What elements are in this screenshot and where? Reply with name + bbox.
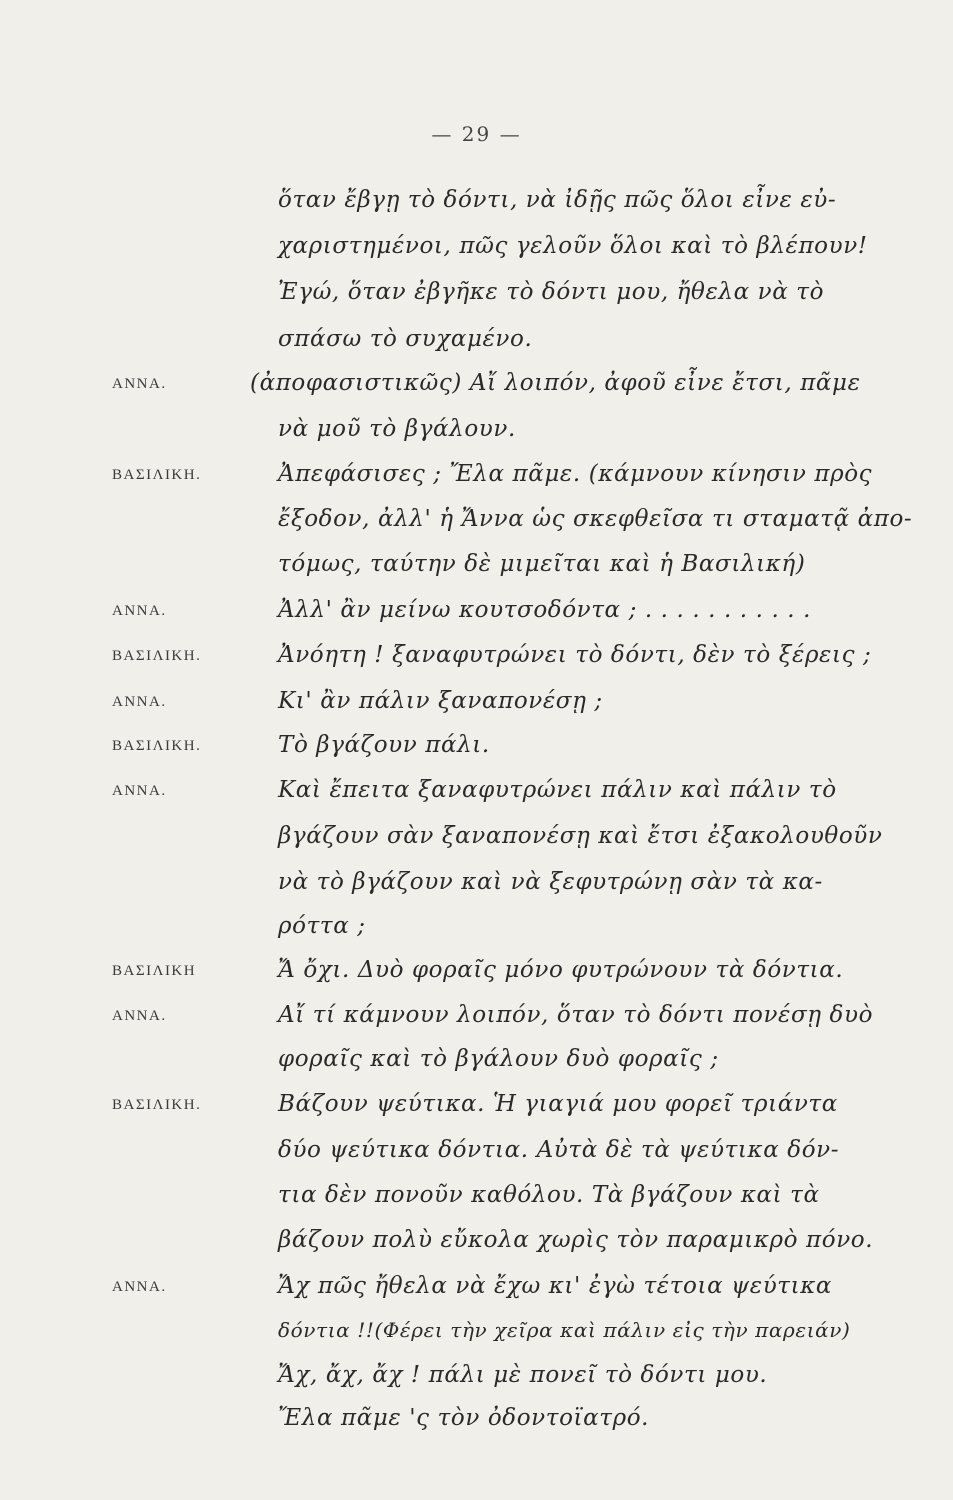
dialogue-line (0, 231, 953, 277)
dialogue-line (0, 1180, 953, 1226)
line-text: δόντια !!(Φέρει τὴν χεῖρα καὶ πάλιν εἰς τὴν παρειάν) (278, 1318, 851, 1342)
line-text: ἔξοδον, ἀλλ' ἡ Ἄννα ὡς σκεφθεῖσα τι σταματᾷ ἀπο- (278, 506, 913, 532)
line-text: βγάζουν σὰν ξαναπονέσῃ καὶ ἔτσι ἐξακολουθοῦν (278, 823, 883, 849)
line-text: τια δὲν πονοῦν καθόλου. Τὰ βγάζουν καὶ τὰ (278, 1182, 820, 1208)
dialogue-line (0, 504, 953, 550)
line-text: Καὶ ἔπειτα ξαναφυτρώνει πάλιν καὶ πάλιν τὸ (278, 777, 837, 803)
speaker-name: ΑΝΝΑ. (112, 603, 167, 619)
speaker-name: ΑΝΝΑ. (112, 783, 167, 799)
speaker-name: ΒΑΣΙΛΙΚΗ. (112, 738, 202, 754)
dialogue-line (0, 1225, 953, 1271)
line-text: Ἀνόητη ! ξαναφυτρώνει τὸ δόντι, δὲν τὸ ξέρεις ; (278, 642, 872, 668)
line-text: Ἐγώ, ὅταν ἐβγῆκε τὸ δόντι μου, ἤθελα νὰ τὸ (278, 279, 825, 305)
line-text: Κι' ἂν πάλιν ξαναπονέσῃ ; (278, 688, 603, 714)
dialogue-line (0, 549, 953, 595)
speaker-name: ΑΝΝΑ. (112, 694, 167, 710)
dialogue-line (0, 595, 953, 641)
dialogue-line (0, 1315, 953, 1361)
dialogue-line (0, 277, 953, 323)
dialogue-line (0, 1044, 953, 1090)
line-text: Βάζουν ψεύτικα. Ἡ γιαγιά μου φορεῖ τριάντα (278, 1091, 838, 1117)
speaker-name: ΑΝΝΑ. (112, 1008, 167, 1024)
dialogue-line (0, 1403, 953, 1449)
speaker-name: ΒΑΣΙΛΙΚΗ (112, 963, 197, 979)
line-text: χαριστημένοι, πῶς γελοῦν ὅλοι καὶ τὸ βλέπουν! (278, 233, 868, 259)
dialogue-line (0, 414, 953, 460)
line-text: Ἔλα πᾶμε 'ς τὸν ὀδοντοϊατρό. (278, 1405, 650, 1431)
dialogue-line (0, 1271, 953, 1317)
line-text: βάζουν πολὺ εὔκολα χωρὶς τὸν παραμικρὸ πόνο. (278, 1227, 874, 1253)
dialogue-line (0, 867, 953, 913)
line-text: Ἀπεφάσισες ; Ἔλα πᾶμε. (κάμνουν κίνησιν πρὸς (278, 461, 873, 487)
dialogue-line (0, 640, 953, 686)
line-text: ρόττα ; (278, 913, 366, 939)
page-number: — 29 — (431, 122, 522, 146)
dialogue-line (0, 686, 953, 732)
dialogue-line (0, 775, 953, 821)
dialogue-line (0, 185, 953, 231)
dialogue-line (0, 1000, 953, 1046)
line-text: Ἄ ὄχι. Δυὸ φοραῖς μόνο φυτρώνουν τὰ δόντια. (278, 957, 844, 983)
line-text: Τὸ βγάζουν πάλι. (278, 732, 490, 758)
dialogue-line (0, 730, 953, 776)
dialogue-line (0, 821, 953, 867)
line-text: νὰ τὸ βγάζουν καὶ νὰ ξεφυτρώνῃ σὰν τὰ κα- (278, 869, 823, 895)
dialogue-line (0, 368, 953, 414)
line-text: Ἀλλ' ἂν μείνω κουτσοδόντα ; . . . . . . . . . . . (278, 597, 811, 623)
line-text: ὅταν ἔβγῃ τὸ δόντι, νὰ ἰδῇς πῶς ὅλοι εἶνε εὐ- (278, 187, 837, 213)
dialogue-line (0, 911, 953, 957)
line-text: φοραῖς καὶ τὸ βγάλουν δυὸ φοραῖς ; (278, 1046, 719, 1072)
speaker-name: ΒΑΣΙΛΙΚΗ. (112, 1097, 202, 1113)
line-text: Αἴ τί κάμνουν λοιπόν, ὅταν τὸ δόντι πονέσῃ δυὸ (278, 1002, 874, 1028)
line-text: τόμως, ταύτην δὲ μιμεῖται καὶ ἡ Βασιλική) (278, 551, 806, 577)
speaker-name: ΑΝΝΑ. (112, 1279, 167, 1295)
dialogue-line (0, 1089, 953, 1135)
line-text: νὰ μοῦ τὸ βγάλουν. (278, 416, 516, 442)
dialogue-line (0, 955, 953, 1001)
speaker-name: ΒΑΣΙΛΙΚΗ. (112, 648, 202, 664)
line-text: Ἄχ, ἄχ, ἄχ ! πάλι μὲ πονεῖ τὸ δόντι μου. (278, 1362, 768, 1388)
line-text: δύο ψεύτικα δόντια. Αὐτὰ δὲ τὰ ψεύτικα δόν- (278, 1137, 840, 1163)
dialogue-line (0, 459, 953, 505)
dialogue-line (0, 324, 953, 370)
speaker-name: ΑΝΝΑ. (112, 376, 167, 392)
line-text: σπάσω τὸ συχαμένο. (278, 326, 533, 352)
line-text: (ἀποφασιστικῶς) Αἴ λοιπόν, ἀφοῦ εἶνε ἔτσι, πᾶμε (250, 370, 861, 396)
dialogue-line (0, 1135, 953, 1181)
speaker-name: ΒΑΣΙΛΙΚΗ. (112, 467, 202, 483)
dialogue-line (0, 1360, 953, 1406)
line-text: Ἄχ πῶς ἤθελα νὰ ἔχω κι' ἐγὼ τέτοια ψεύτικα (278, 1273, 833, 1299)
